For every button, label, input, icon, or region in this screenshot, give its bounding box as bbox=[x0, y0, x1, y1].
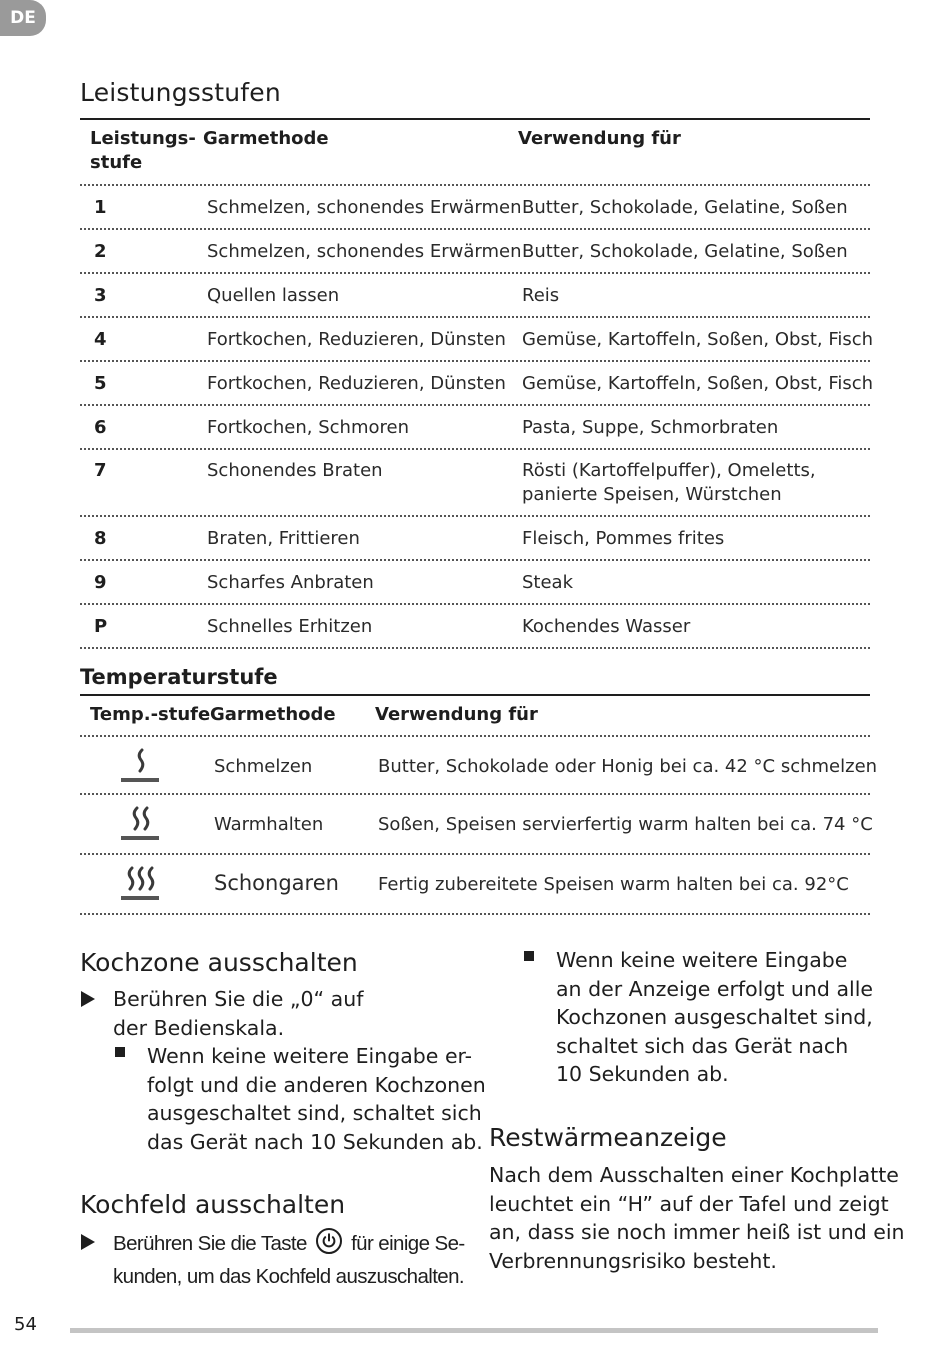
dotted-rule bbox=[80, 184, 870, 186]
dotted-rule bbox=[80, 913, 870, 915]
right-note: Wenn keine weitere Eingabe an der Anzeige erfolgt und alle Kochzonen ausgeschaltet sind, schaltet sich das Gerät nach 10 Sekunden ab. bbox=[556, 948, 874, 1086]
restwaerme-text: Nach dem Ausschalten einer Kochplatte leuchtet ein “H” auf der Tafel und zeigt an, dass sie noch immer heiß ist und ein Verbrennungsrisiko besteht. bbox=[489, 1163, 905, 1273]
power-use: Gemüse, Kartoffeln, Soßen, Obst, Fisch bbox=[522, 373, 874, 394]
temp-use: Fertig zubereitete Speisen warm halten bei ca. 92°C bbox=[378, 874, 849, 895]
power-method: Quellen lassen bbox=[207, 285, 340, 306]
kochzone-title: Kochzone ausschalten bbox=[80, 948, 358, 977]
power-method: Schnelles Erhitzen bbox=[207, 616, 373, 637]
power-table-header-cell: Leistungs- stufe bbox=[90, 128, 196, 173]
kochfeld-step bbox=[113, 1228, 465, 1259]
dotted-rule bbox=[80, 735, 870, 737]
temp-table-header-cell: Garmethode bbox=[210, 704, 336, 725]
power-table-header-cell: Verwendung für bbox=[518, 128, 681, 149]
power-table-header-cell: Garmethode bbox=[203, 128, 329, 149]
dotted-rule bbox=[80, 647, 870, 649]
power-level: 7 bbox=[94, 460, 107, 481]
power-level: 2 bbox=[94, 241, 107, 262]
power-method: Fortkochen, Schmoren bbox=[207, 417, 409, 438]
temp-use: Butter, Schokolade oder Honig bei ca. 42 °C schmelzen bbox=[378, 756, 878, 777]
power-use: Gemüse, Kartoffeln, Soßen, Obst, Fisch bbox=[522, 329, 874, 350]
dotted-rule bbox=[80, 515, 870, 517]
steam-2-icon bbox=[120, 806, 160, 846]
restwaerme-title: Restwärmeanzeige bbox=[489, 1123, 727, 1152]
temp-table-header-cell: Temp.-stufe bbox=[90, 704, 211, 725]
dotted-rule bbox=[80, 228, 870, 230]
kochfeld-step-line2: kunden, um das Kochfeld auszuschalten. bbox=[113, 1265, 464, 1288]
temp-method: Schmelzen bbox=[214, 756, 313, 777]
power-table-title: Leistungsstufen bbox=[80, 78, 281, 107]
power-use: Reis bbox=[522, 285, 560, 306]
dotted-rule bbox=[80, 272, 870, 274]
dotted-rule bbox=[80, 603, 870, 605]
power-use: Fleisch, Pommes frites bbox=[522, 528, 725, 549]
temp-table-top-rule bbox=[80, 694, 870, 696]
dotted-rule bbox=[80, 793, 870, 795]
power-use: Pasta, Suppe, Schmorbraten bbox=[522, 417, 779, 438]
power-level: 9 bbox=[94, 572, 107, 593]
power-method: Scharfes Anbraten bbox=[207, 572, 374, 593]
power-level: 4 bbox=[94, 329, 107, 350]
power-use: Steak bbox=[522, 572, 574, 593]
power-use: Butter, Schokolade, Gelatine, Soßen bbox=[522, 241, 848, 262]
step-arrow-icon bbox=[80, 990, 96, 1013]
power-level: P bbox=[94, 616, 108, 637]
temp-table-header-cell: Verwendung für bbox=[375, 704, 538, 725]
step-arrow-icon bbox=[80, 1233, 96, 1256]
power-icon bbox=[316, 1228, 342, 1254]
power-use: Butter, Schokolade, Gelatine, Soßen bbox=[522, 197, 848, 218]
power-level: 5 bbox=[94, 373, 107, 394]
page-number: 54 bbox=[14, 1314, 37, 1335]
bullet-icon bbox=[524, 951, 534, 961]
dotted-rule bbox=[80, 559, 870, 561]
language-badge: DE bbox=[0, 0, 46, 36]
footer-bar bbox=[70, 1328, 878, 1333]
kochfeld-step-before: Berühren Sie die Taste bbox=[113, 1232, 307, 1255]
power-level: 6 bbox=[94, 417, 107, 438]
power-level: 8 bbox=[94, 528, 107, 549]
power-method: Braten, Frittieren bbox=[207, 528, 360, 549]
temp-method: Warmhalten bbox=[214, 814, 324, 835]
dotted-rule bbox=[80, 448, 870, 450]
power-level: 3 bbox=[94, 285, 107, 306]
dotted-rule bbox=[80, 853, 870, 855]
power-use: Kochendes Wasser bbox=[522, 616, 691, 637]
power-method: Fortkochen, Reduzieren, Dünsten bbox=[207, 373, 506, 394]
power-method: Schmelzen, schonendes Erwärmen bbox=[207, 241, 522, 262]
temp-use: Soßen, Speisen servierfertig warm halten bei ca. 74 °C bbox=[378, 814, 873, 835]
steam-3-icon bbox=[120, 866, 160, 906]
steam-1-icon bbox=[120, 748, 160, 788]
power-method: Schonendes Braten bbox=[207, 460, 383, 481]
dotted-rule bbox=[80, 360, 870, 362]
power-method: Schmelzen, schonendes Erwärmen bbox=[207, 197, 522, 218]
temp-method: Schongaren bbox=[214, 871, 339, 895]
kochzone-note: Wenn keine weitere Eingabe er- folgt und die anderen Kochzonen ausgeschaltet sind, schaltet sich das Gerät nach 10 Sekunden ab. bbox=[147, 1044, 486, 1154]
kochzone-step: Berühren Sie die „0“ auf der Bedienskala. bbox=[113, 987, 364, 1040]
power-method: Fortkochen, Reduzieren, Dünsten bbox=[207, 329, 506, 350]
bullet-icon bbox=[115, 1047, 125, 1057]
dotted-rule bbox=[80, 316, 870, 318]
power-use: Rösti (Kartoffelpuffer), Omeletts, panierte Speisen, Würstchen bbox=[522, 460, 816, 505]
dotted-rule bbox=[80, 404, 870, 406]
power-level: 1 bbox=[94, 197, 107, 218]
temp-table-title: Temperaturstufe bbox=[80, 665, 278, 689]
power-table-top-rule bbox=[80, 118, 870, 120]
kochfeld-title: Kochfeld ausschalten bbox=[80, 1190, 346, 1219]
kochfeld-step-after: für einige Se- bbox=[351, 1232, 465, 1255]
